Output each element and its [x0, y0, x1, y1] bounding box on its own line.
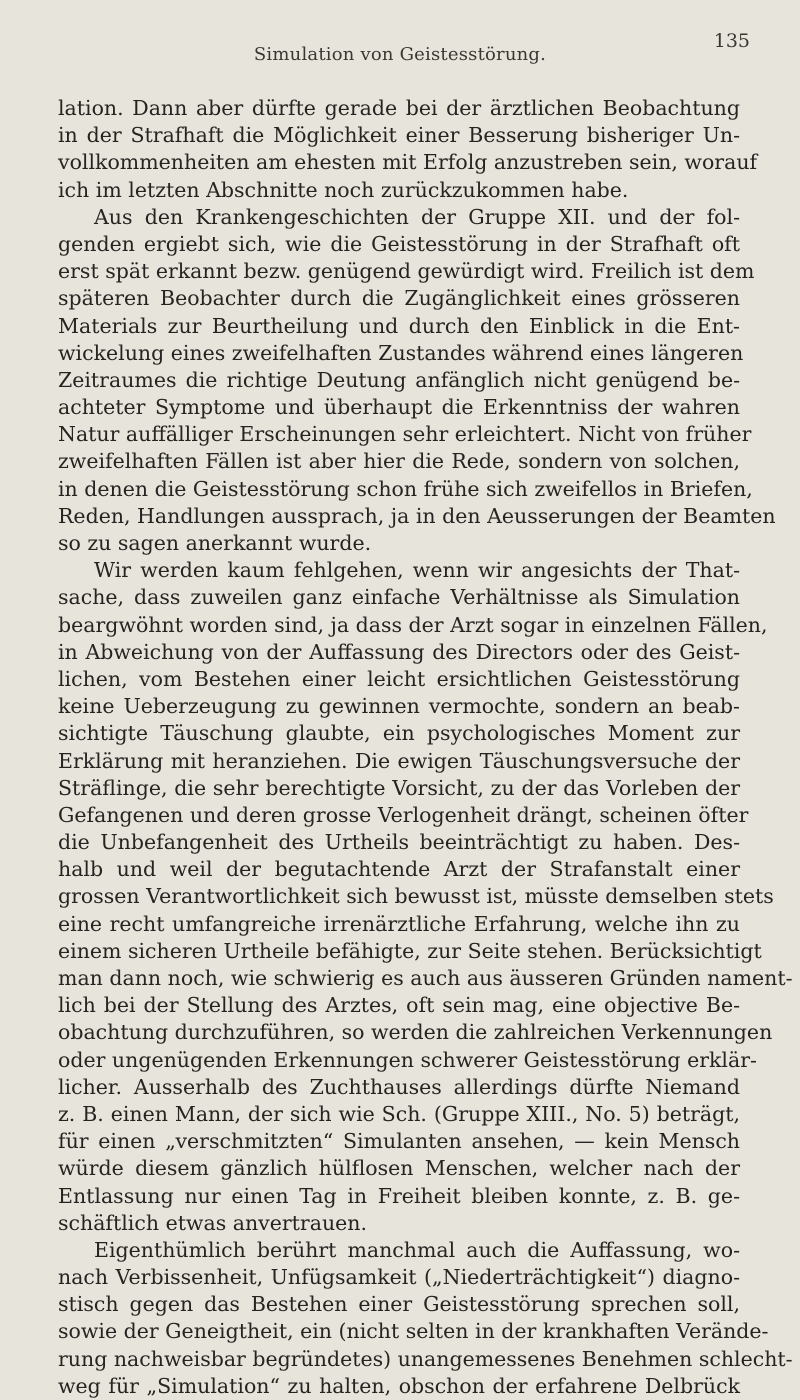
text-line: zweifelhaften Fällen ist aber hier die Rede, sondern von solchen, — [58, 449, 740, 474]
text-line: in Abweichung von der Auffassung des Directors oder des Geist- — [58, 639, 740, 664]
text-line: Eigenthümlich berührt manchmal auch die Auffassung, wo- — [94, 1237, 740, 1262]
text-line: Entlassung nur einen Tag in Freiheit bleiben konnte, z. B. ge- — [58, 1183, 740, 1208]
text-line: halb und weil der begutachtende Arzt der Strafanstalt einer — [58, 857, 740, 882]
text-line: späteren Beobachter durch die Zugänglichkeit eines grösseren — [58, 286, 740, 311]
text-line: eine recht umfangreiche irrenärztliche Erfahrung, welche ihn zu — [58, 911, 740, 936]
text-line: grossen Verantwortlichkeit sich bewusst ist, müsste demselben stets — [58, 884, 774, 909]
text-line: lich bei der Stellung des Arztes, oft sein mag, eine objective Be- — [58, 993, 740, 1018]
text-line: weg für „Simulation“ zu halten, obschon der erfahrene Delbrück — [58, 1373, 740, 1398]
text-line: lichen, vom Bestehen einer leicht ersichtlichen Geistesstörung — [58, 666, 740, 691]
text-line: beargwöhnt worden sind, ja dass der Arzt sogar in einzelnen Fällen, — [58, 612, 768, 637]
text-line: sache, dass zuweilen ganz einfache Verhältnisse als Simulation — [58, 585, 740, 610]
text-line: lation. Dann aber dürfte gerade bei der ärztlichen Beobachtung — [58, 96, 740, 120]
page-number: 135 — [713, 30, 750, 52]
page-header — [56, 30, 750, 66]
text-line: Materials zur Beurtheilung und durch den Einblick in die Ent- — [58, 313, 740, 338]
text-line: sowie der Geneigtheit, ein (nicht selten in der krankhaften Verände- — [58, 1319, 769, 1344]
text-line: die Unbefangenheit des Urtheils beeinträchtigt zu haben. Des- — [58, 830, 740, 855]
text-line: licher. Ausserhalb des Zuchthauses allerdings dürfte Niemand — [58, 1074, 740, 1099]
text-line: Wir werden kaum fehlgehen, wenn wir angesichts der That- — [94, 558, 740, 583]
text-line: vollkommenheiten am ehesten mit Erfolg anzustreben sein, worauf — [58, 150, 758, 175]
text-line: Erklärung mit heranziehen. Die ewigen Täuschungsversuche der — [58, 748, 740, 773]
running-head: Simulation von Geistesstörung. — [253, 44, 547, 65]
text-line: in der Strafhaft die Möglichkeit einer Besserung bisheriger Un- — [58, 123, 740, 148]
text-line: genden ergiebt sich, wie die Geistesstörung in der Strafhaft oft — [58, 231, 740, 256]
text-line: würde diesem gänzlich hülflosen Menschen, welcher nach der — [58, 1156, 740, 1181]
text-line: Zeitraumes die richtige Deutung anfänglich nicht genügend be- — [58, 367, 740, 392]
text-line: oder ungenügenden Erkennungen schwerer Geistesstörung erklär- — [58, 1047, 757, 1072]
text-line: erst spät erkannt bezw. genügend gewürdigt wird. Freilich ist dem — [58, 259, 755, 284]
text-line: so zu sagen anerkannt wurde. — [58, 531, 372, 555]
text-line: wickelung eines zweifelhaften Zustandes während eines längeren — [58, 340, 744, 365]
text-line: Aus den Krankengeschichten der Gruppe XII. und der fol- — [94, 204, 740, 229]
text-line: Natur auffälliger Erscheinungen sehr erleichtert. Nicht von früher — [58, 422, 752, 447]
text-line: rung nachweisbar begründetes) unangemessenes Benehmen schlecht- — [58, 1346, 793, 1371]
text-line: Gefangenen und deren grosse Verlogenheit drängt, scheinen öfter — [58, 802, 749, 827]
text-line: man dann noch, wie schwierig es auch aus äusseren Gründen nament- — [58, 966, 793, 990]
text-line: Reden, Handlungen aussprach, ja in den Aeusserungen der Beamten — [58, 503, 776, 528]
text-line: nach Verbissenheit, Unfügsamkeit („Niederträchtigkeit“) diagno- — [58, 1265, 740, 1290]
text-line: obachtung durchzuführen, so werden die zahlreichen Verkennungen — [58, 1020, 773, 1045]
text-line: schäftlich etwas anvertrauen. — [58, 1210, 367, 1235]
text-line: in denen die Geistesstörung schon frühe sich zweifellos in Briefen, — [58, 476, 753, 501]
text-line: sichtigte Täuschung glaubte, ein psychologisches Moment zur — [58, 721, 740, 746]
text-line: z. B. einen Mann, der sich wie Sch. (Gruppe XIII., No. 5) beträgt, — [58, 1101, 740, 1126]
text-line: einem sicheren Urtheile befähigte, zur Seite stehen. Berücksichtigt — [58, 938, 762, 963]
text-line: stisch gegen das Bestehen einer Geistesstörung sprechen soll, — [58, 1292, 740, 1317]
text-line: für einen „verschmitzten“ Simulanten ansehen, — kein Mensch — [58, 1129, 740, 1154]
text-line: Sträflinge, die sehr berechtigte Vorsicht, zu der das Vorleben der — [58, 775, 740, 800]
text-line: achteter Symptome und überhaupt die Erkenntniss der wahren — [58, 395, 740, 420]
text-line: ich im letzten Abschnitte noch zurückzukommen habe. — [58, 177, 629, 202]
body-text — [58, 95, 793, 1398]
text-line: keine Ueberzeugung zu gewinnen vermochte, sondern an beab- — [58, 694, 740, 719]
